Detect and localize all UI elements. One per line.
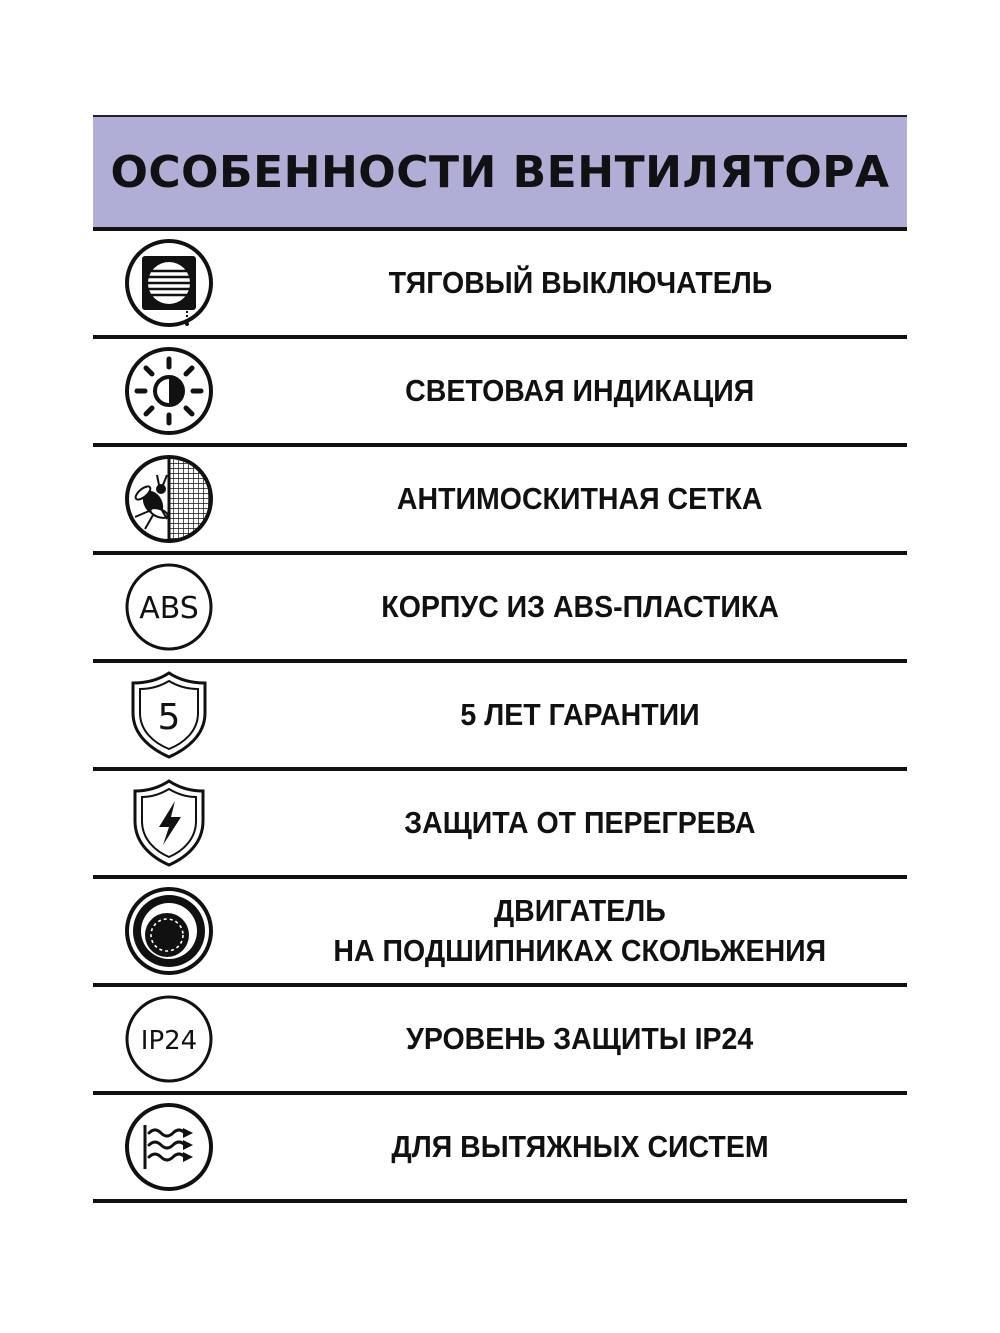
feature-label (253, 891, 907, 971)
abs-icon-text: ABS (139, 591, 199, 626)
feature-row-abs (93, 555, 907, 663)
feature-label (253, 479, 907, 519)
abs-icon (123, 561, 215, 653)
feature-text-line: ЗАЩИТА ОТ ПЕРЕГРЕВА (404, 805, 756, 840)
feature-text-line: НА ПОДШИПНИКАХ СКОЛЬЖЕНИЯ (333, 933, 827, 968)
airflow-icon (123, 1101, 215, 1193)
sleeve-bearing-motor-icon (123, 885, 215, 977)
ip24-icon-text: IP24 (140, 1026, 198, 1056)
feature-label (253, 1019, 907, 1059)
feature-label (253, 587, 907, 627)
feature-row-light-indicator (93, 339, 907, 447)
mosquito-net-icon (123, 453, 215, 545)
feature-row-ip24 (93, 987, 907, 1095)
feature-text-line: ДЛЯ ВЫТЯЖНЫХ СИСТЕМ (391, 1129, 769, 1164)
feature-row-overheat-protection (93, 771, 907, 879)
feature-label (253, 695, 907, 735)
page-title: ОСОБЕННОСТИ ВЕНТИЛЯТОРА (110, 146, 890, 198)
feature-row-mosquito-net (93, 447, 907, 555)
feature-row-warranty (93, 663, 907, 771)
feature-text-line: ТЯГОВЫЙ ВЫКЛЮЧАТЕЛЬ (388, 265, 772, 300)
feature-row-exhaust (93, 1095, 907, 1203)
feature-text-line: КОРПУС ИЗ ABS-ПЛАСТИКА (381, 589, 779, 624)
feature-label (253, 803, 907, 843)
features-sheet (93, 115, 907, 1203)
feature-label (253, 263, 907, 303)
shield-lightning-icon (123, 777, 215, 869)
feature-text-line: УРОВЕНЬ ЗАЩИТЫ IP24 (406, 1021, 754, 1056)
feature-text-line: СВЕТОВАЯ ИНДИКАЦИЯ (405, 373, 755, 408)
ip24-icon (123, 993, 215, 1085)
shield-5-icon (123, 669, 215, 761)
shield-5-icon-text: 5 (157, 697, 181, 738)
feature-label (253, 1127, 907, 1167)
feature-row-pull-switch (93, 231, 907, 339)
feature-row-motor (93, 879, 907, 987)
feature-text-line: АНТИМОСКИТНАЯ СЕТКА (397, 481, 763, 516)
feature-text-line: 5 ЛЕТ ГАРАНТИИ (460, 697, 700, 732)
pull-switch-fan-icon (123, 237, 215, 329)
feature-text-line: ДВИГАТЕЛЬ (494, 893, 666, 928)
header-banner (93, 115, 907, 231)
feature-label (253, 371, 907, 411)
light-indicator-icon (123, 345, 215, 437)
